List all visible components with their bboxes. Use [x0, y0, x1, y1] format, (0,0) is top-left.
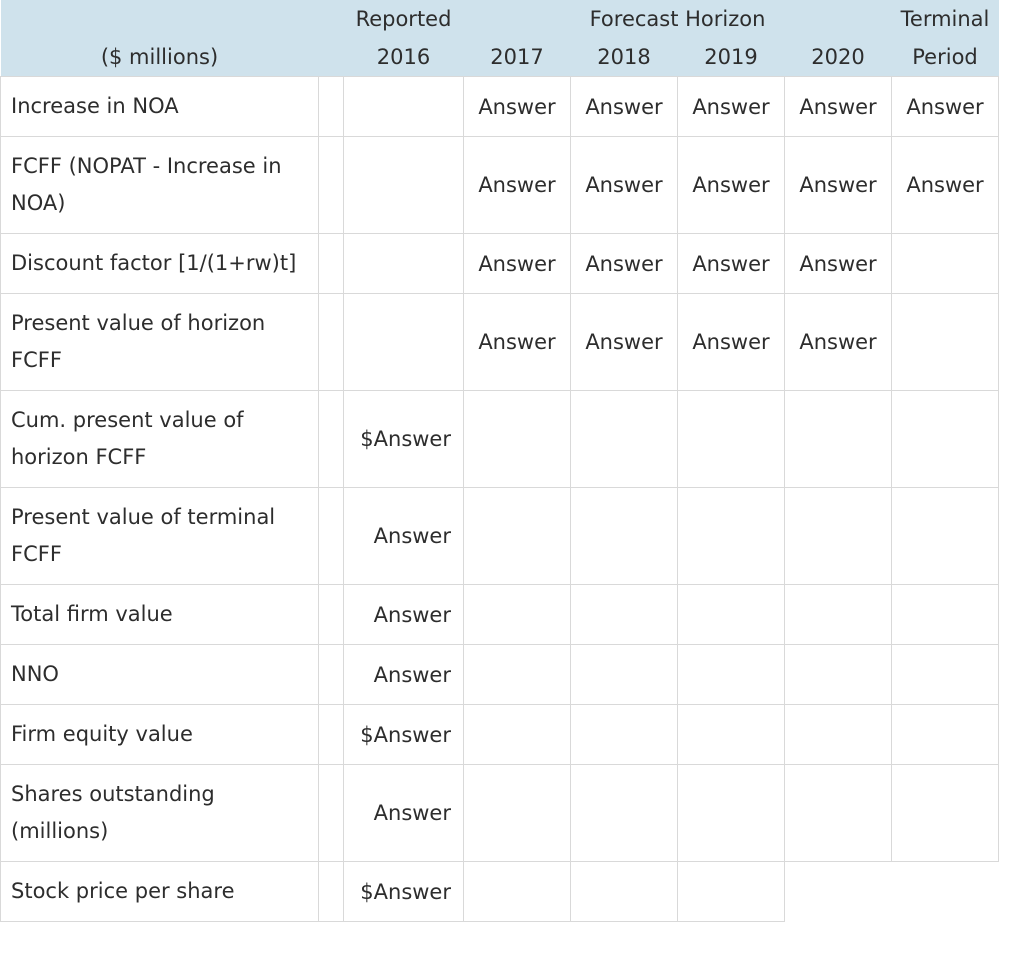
header-year-2020: 2020	[811, 45, 865, 69]
answer-field-2019[interactable]: Answer	[678, 137, 785, 234]
empty-cell	[678, 862, 785, 922]
header-blank	[1, 0, 319, 38]
row-label: FCFF (NOPAT - Increase in NOA)	[1, 137, 319, 234]
answer-field-2016[interactable]: $Answer	[344, 391, 464, 488]
empty-cell	[464, 862, 571, 922]
empty-cell	[464, 488, 571, 585]
empty-cell	[892, 585, 999, 645]
row-label: Stock price per share	[1, 862, 319, 922]
empty-cell	[892, 645, 999, 705]
answer-field-2017[interactable]: Answer	[464, 234, 571, 294]
row-firm-equity-value	[1, 705, 999, 765]
answer-field-2016[interactable]: Answer	[344, 765, 464, 862]
answer-field-2017[interactable]: Answer	[464, 77, 571, 137]
answer-field-2020[interactable]: Answer	[785, 294, 892, 391]
empty-cell	[785, 488, 892, 585]
cell-2016-empty	[344, 294, 464, 391]
spacer-cell	[319, 391, 344, 488]
answer-field-2018[interactable]: Answer	[571, 137, 678, 234]
row-increase-in-noa	[1, 77, 999, 137]
answer-field-2020[interactable]: Answer	[785, 234, 892, 294]
row-label: Present value of horizon FCFF	[1, 294, 319, 391]
spacer-cell	[319, 234, 344, 294]
empty-cell	[571, 862, 678, 922]
row-shares-outstanding	[1, 765, 999, 862]
answer-field-2018[interactable]: Answer	[571, 77, 678, 137]
header-row-2	[1, 38, 999, 77]
empty-cell	[892, 705, 999, 765]
no-cell	[785, 862, 892, 922]
row-label: Discount factor [1/(1+rw)t]	[1, 234, 319, 294]
spacer-cell	[319, 488, 344, 585]
header-spacer	[319, 0, 344, 38]
empty-cell	[785, 765, 892, 862]
empty-cell	[464, 391, 571, 488]
empty-cell	[464, 765, 571, 862]
spacer-cell	[319, 137, 344, 234]
row-label: Total firm value	[1, 585, 319, 645]
answer-field-2018[interactable]: Answer	[571, 234, 678, 294]
empty-cell	[464, 585, 571, 645]
empty-cell	[678, 488, 785, 585]
row-nno	[1, 645, 999, 705]
spacer-cell	[319, 77, 344, 137]
empty-cell	[571, 765, 678, 862]
header-forecast-horizon: Forecast Horizon	[589, 7, 766, 31]
spacer-cell	[319, 294, 344, 391]
row-total-firm-value	[1, 585, 999, 645]
answer-field-2019[interactable]: Answer	[678, 234, 785, 294]
answer-field-2019[interactable]: Answer	[678, 77, 785, 137]
answer-field-2016[interactable]: Answer	[344, 585, 464, 645]
answer-field-2019[interactable]: Answer	[678, 294, 785, 391]
empty-cell	[785, 645, 892, 705]
empty-cell	[678, 705, 785, 765]
header-year-2019: 2019	[704, 45, 758, 69]
empty-cell	[678, 585, 785, 645]
empty-cell	[571, 391, 678, 488]
empty-cell	[678, 765, 785, 862]
empty-cell	[571, 488, 678, 585]
answer-field-2017[interactable]: Answer	[464, 294, 571, 391]
cell-2016-empty	[344, 234, 464, 294]
header-row-1	[1, 0, 999, 38]
header-reported: Reported	[355, 7, 452, 31]
row-stock-price-per-share	[1, 862, 999, 922]
row-cum-pv-horizon-fcff	[1, 391, 999, 488]
spacer-cell	[319, 765, 344, 862]
header-year-2018: 2018	[597, 45, 651, 69]
table-header	[1, 0, 999, 77]
empty-cell	[892, 488, 999, 585]
cell-2016-empty	[344, 137, 464, 234]
row-discount-factor	[1, 234, 999, 294]
row-label: Present value of terminal FCFF	[1, 488, 319, 585]
answer-field-2018[interactable]: Answer	[571, 294, 678, 391]
empty-cell	[571, 645, 678, 705]
cell-2016-empty	[344, 77, 464, 137]
spacer-cell	[319, 862, 344, 922]
cell-terminal-empty	[892, 234, 999, 294]
empty-cell	[678, 645, 785, 705]
answer-field-2020[interactable]: Answer	[785, 137, 892, 234]
cell-terminal-empty	[892, 294, 999, 391]
answer-field-2016[interactable]: $Answer	[344, 705, 464, 765]
header-units: ($ millions)	[100, 45, 219, 69]
empty-cell	[678, 391, 785, 488]
row-label: Shares outstanding (millions)	[1, 765, 319, 862]
row-label: Increase in NOA	[1, 77, 319, 137]
answer-field-2017[interactable]: Answer	[464, 137, 571, 234]
row-pv-terminal-fcff	[1, 488, 999, 585]
answer-field-2016[interactable]: $Answer	[344, 862, 464, 922]
empty-cell	[571, 705, 678, 765]
empty-cell	[785, 705, 892, 765]
table-body	[1, 77, 999, 922]
empty-cell	[785, 585, 892, 645]
empty-cell	[785, 391, 892, 488]
row-label: Cum. present value of horizon FCFF	[1, 391, 319, 488]
row-label: Firm equity value	[1, 705, 319, 765]
header-year-2017: 2017	[490, 45, 544, 69]
spacer-cell	[319, 705, 344, 765]
answer-field-2016[interactable]: Answer	[344, 645, 464, 705]
row-fcff	[1, 137, 999, 234]
row-label: NNO	[1, 645, 319, 705]
spacer-cell	[319, 585, 344, 645]
answer-field-2016[interactable]: Answer	[344, 488, 464, 585]
empty-cell	[464, 645, 571, 705]
empty-cell	[571, 585, 678, 645]
answer-field-terminal[interactable]: Answer	[892, 137, 999, 234]
no-cell	[892, 862, 999, 922]
header-terminal: Terminal	[900, 7, 990, 31]
header-year-2016: 2016	[376, 45, 431, 69]
empty-cell	[892, 391, 999, 488]
header-period: Period	[912, 45, 978, 69]
answer-field-terminal[interactable]: Answer	[892, 77, 999, 137]
spacer-cell	[319, 645, 344, 705]
empty-cell	[464, 705, 571, 765]
row-pv-horizon-fcff	[1, 294, 999, 391]
answer-field-2020[interactable]: Answer	[785, 77, 892, 137]
header-spacer-2	[319, 38, 344, 77]
empty-cell	[892, 765, 999, 862]
